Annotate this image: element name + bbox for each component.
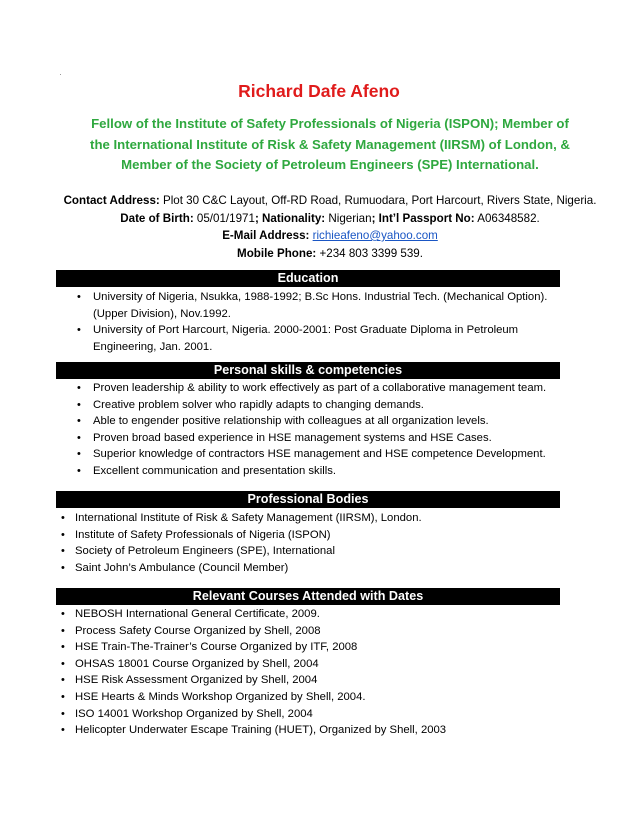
- contact-address-value: Plot 30 C&C Layout, Off-RD Road, Rumuodara, Port Harcourt, Rivers State, Nigeria.: [159, 194, 597, 207]
- passport-value: A06348582.: [474, 211, 540, 225]
- nationality-value: Nigerian: [325, 211, 372, 225]
- list-item: • HSE Train-The-Trainer’s Course Organized by ITF, 2008: [75, 639, 575, 656]
- bullet-icon: •: [77, 464, 81, 477]
- list-item: • International Institute of Risk & Safety Management (IIRSM), London.: [75, 510, 575, 527]
- list-item: • Creative problem solver who rapidly adapts to changing demands.: [93, 397, 573, 414]
- list-item: • Proven leadership & ability to work effectively as part of a collaborative management team.: [93, 380, 573, 397]
- bullet-icon: •: [61, 641, 65, 654]
- bullet-icon: •: [61, 707, 65, 720]
- list-item: • University of Nigeria, Nsukka, 1988-1992; B.Sc Hons. Industrial Tech. (Mechanical Option). (Upper Division), Nov.1992.: [77, 291, 548, 320]
- list-item: • Helicopter Underwater Escape Training (HUET), Organized by Shell, 2003: [75, 722, 575, 739]
- list-item: • HSE Hearts & Minds Workshop Organized by Shell, 2004.: [75, 689, 575, 706]
- phone-value: +234 803 3399 539.: [316, 246, 423, 260]
- email-line: [40, 227, 620, 245]
- list-item: • Proven broad based experience in HSE management systems and HSE Cases.: [93, 430, 573, 447]
- bullet-icon: •: [77, 382, 81, 394]
- list-item: • Able to engender positive relationship with colleagues at all organization levels.: [93, 413, 573, 430]
- courses-list: [61, 606, 575, 739]
- list-item: • Institute of Safety Professionals of Nigeria (ISPON): [75, 527, 575, 544]
- bullet-icon: •: [77, 448, 81, 461]
- skills-heading: Personal skills & competencies: [56, 362, 560, 379]
- bullet-icon: •: [77, 324, 81, 337]
- list-item: • ISO 14001 Workshop Organized by Shell, 2004: [75, 706, 575, 723]
- dob-label: Date of Birth:: [120, 211, 194, 225]
- list-item: • OHSAS 18001 Course Organized by Shell, 2004: [75, 656, 575, 673]
- candidate-name: Richard Dafe Afeno: [238, 81, 400, 101]
- bullet-icon: •: [61, 724, 65, 737]
- bullet-icon: •: [61, 674, 65, 687]
- bullet-icon: •: [61, 690, 65, 703]
- education-heading: Education: [56, 270, 560, 287]
- bullet-icon: •: [77, 398, 81, 411]
- email-label: E-Mail Address:: [222, 229, 310, 242]
- bullet-icon: •: [77, 415, 81, 428]
- list-item: • Society of Petroleum Engineers (SPE), International: [75, 543, 575, 560]
- skills-list: [77, 380, 573, 480]
- list-item: • Excellent communication and presentation skills.: [93, 463, 573, 480]
- list-item: • HSE Risk Assessment Organized by Shell, 2004: [75, 672, 575, 689]
- stray-mark: [60, 74, 61, 75]
- passport-label: ; Int’l Passport No:: [371, 211, 475, 225]
- courses-heading: Relevant Courses Attended with Dates: [56, 588, 560, 605]
- contact-address-label: Contact Address:: [63, 194, 160, 207]
- bullet-icon: •: [61, 657, 65, 670]
- dob-value: 05/01/1971: [193, 211, 255, 225]
- personal-details-line: [40, 210, 620, 228]
- bullet-icon: •: [61, 624, 65, 637]
- bullet-icon: •: [61, 608, 65, 620]
- list-item: • NEBOSH International General Certificate, 2009.: [75, 606, 575, 623]
- list-item: • Process Safety Course Organized by Shell, 2008: [75, 623, 575, 640]
- list-item: • Saint John’s Ambulance (Council Member): [75, 560, 575, 577]
- bullet-icon: •: [77, 291, 81, 303]
- bullet-icon: •: [61, 528, 65, 541]
- bullet-icon: •: [61, 512, 65, 524]
- contact-block: [40, 192, 620, 262]
- nationality-label: ; Nationality:: [254, 211, 326, 225]
- phone-line: [40, 245, 620, 263]
- bullet-icon: •: [61, 545, 65, 558]
- education-list: [77, 289, 573, 355]
- list-item: • University of Port Harcourt, Nigeria. 2000-2001: Post Graduate Diploma in Petroleum Engineering, Jan. 2001.: [77, 324, 519, 353]
- bullet-icon: •: [77, 431, 81, 444]
- professional-bodies-list: [61, 510, 575, 576]
- professional-bodies-heading: Professional Bodies: [56, 491, 560, 508]
- bullet-icon: •: [61, 561, 65, 574]
- list-item: • Superior knowledge of contractors HSE management and HSE competence Development.: [93, 446, 573, 463]
- email-link[interactable]: richieafeno@yahoo.com: [312, 229, 438, 242]
- contact-address-line: [40, 192, 620, 210]
- fellowship-statement: Fellow of the Institute of Safety Professionals of Nigeria (ISPON); Member of the International Institute of Risk & Safety Management (IIRSM) of London, & Member of the Society of Petroleum Engineers (SPE) International.: [90, 116, 570, 172]
- phone-label: Mobile Phone:: [237, 246, 317, 260]
